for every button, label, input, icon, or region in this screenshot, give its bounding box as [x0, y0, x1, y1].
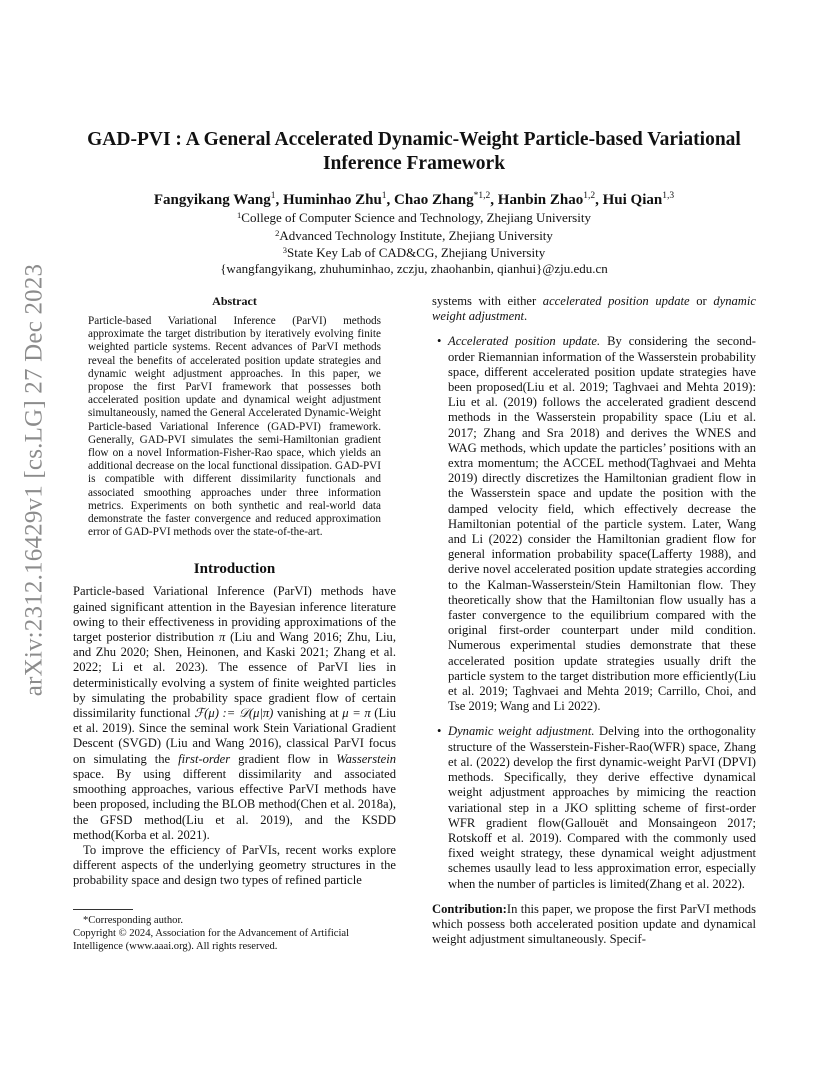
- bullet-icon: •: [437, 334, 442, 349]
- abstract-heading: Abstract: [212, 294, 257, 308]
- bullet-icon: •: [437, 724, 442, 739]
- footnotes: [73, 909, 396, 953]
- arxiv-watermark: [14, 263, 54, 697]
- arxiv-id: arXiv:2312.16429v1 [cs.LG] 27 Dec 2023: [20, 263, 48, 697]
- corresponding-author-note: *Corresponding author.: [83, 915, 184, 926]
- right-column: [432, 294, 756, 947]
- title-line-2: Inference Framework: [322, 153, 506, 174]
- author: Huminhao Zhu$^1$,: [282, 191, 395, 208]
- title-line-1: GAD-PVI : A General Accelerated Dynamic-Weight Particle-based Variational: [87, 129, 741, 150]
- affiliations: [70, 208, 758, 276]
- list-item: [432, 724, 756, 891]
- list-item-text: Dynamic weight adjustment. Delving into the orthogonality structure of the Wasserstein-Fisher-Rao(WFR) space, Zhang et al. (2022) develop the first dynamic-weight ParVI (DPVI) methods. Specifically, they derive effective dynamical weight adjustment approaches by mimicing the reaction variational step in a JKO splitting scheme of first-order WFR gradient flow(Gallouët and Monsaingeon 2017; Rotskoff et al. 2019). Compared with the commonly used fixed weight strategy, these dynamical weight adjustment schemes usaully lead to less approximation error, especially when the number of particles is limited(Zhang et al. 2022).: [448, 724, 756, 891]
- footnote-rule: [73, 909, 133, 910]
- author-list: [70, 186, 758, 210]
- copyright-notice: Copyright © 2024, Association for the Advancement of Artificial Intelligence (www.aaai.org). All rights reserved.: [73, 928, 350, 952]
- intro-paragraph-1: Particle-based Variational Inference (ParVI) methods have gained significant attention in the Bayesian inference literature owing to their effectiveness in providing approximations of the target posterior distribution π (Liu and Wang 2016; Zhu, Liu, and Zhu 2020; Shen, Heinonen, and Kaski 2021; Zhang et al. 2022; Li et al. 2023). The essence of ParVI lies in deterministically evolving a system of finite weighted particles by simulating the probability space gradient flow of certain dissimilarity functional ℱ(μ) := 𝒟(μ|π) vanishing at μ = π (Liu et al. 2019). Since the seminal work Stein Variational Gradient Descent (SVGD) (Liu and Wang 2016), classical ParVI focus on simulating the first-order gradient flow in Wasserstein space. By using different dissimilarity and associated smoothing approaches, various effective ParVI methods have been proposed, including the BLOB method(Chen et al. 2018a), the GFSD method(Liu et al. 2019), and the KSDD method(Korba et al. 2021).: [73, 584, 396, 842]
- author: Fangyikang Wang$^1$,: [153, 191, 283, 208]
- author: Chao Zhang$^{*1,2}$,: [394, 191, 498, 208]
- left-column: [73, 294, 396, 889]
- affiliation: $^3$State Key Lab of CAD&CG, Zhejiang University: [282, 245, 546, 260]
- list-item: [432, 334, 756, 714]
- affiliation: $^2$Advanced Technology Institute, Zhejiang University: [275, 227, 553, 243]
- list-item-text: Accelerated position update. By considering the second-order Riemannian information of the Wasserstein probability space, different accelerated position update strategies have been proposed(Liu et al. 2019; Taghvaei and Mehta 2019): Liu et al. (2019) follows the accelerated gradient descend methods in the Wasserstein propability space (Liu et al. 2017; Zhang and Sra 2018) and derives the WNES and WAG methods, which update the particles’ positions with an extra momentum; the ACCEL method(Taghvaei and Mehta 2019) directly discretizes the Hamiltonian gradient flow in the Wasserstein space and update the position with the damped velocity field, which effectively decrease the Hamiltonian potential of the particle system. Later, Wang and Li (2022) consider the Hamiltonian gradient flow for general information probability space(Lafferty 1988), and derive novel accelerated position update strategies according to the Kalman-Wasserstein/Stein Hamiltonian flow. They theoretically show that the Hamiltonian flow usually has a faster convergence to the equilibrium compared with the original first-order counterpart under mild condition. Numerous experimental studies demonstrate that these accelerated position update strategies usually drift the particle system to the target distribution more efficiently(Liu et al. 2019; Taghvaei and Mehta 2019; Carrillo, Choi, and Tse 2019; Wang and Li 2022).: [448, 334, 756, 714]
- right-paragraph-1: systems with either accelerated position update or dynamic weight adjustment.: [432, 294, 756, 324]
- intro-paragraph-2: To improve the efficiency of ParVIs, recent works explore different aspects of the underlying geometry structures in the probability space and design two types of refined particle: [73, 842, 396, 888]
- introduction-heading: Introduction: [193, 561, 276, 578]
- paper-title: [70, 128, 758, 176]
- author: Hui Qian$^{1,3}$: [602, 191, 675, 208]
- affiliation: $^1$College of Computer Science and Technology, Zhejiang University: [237, 210, 591, 225]
- approach-list: [432, 334, 756, 891]
- abstract-text: Particle-based Variational Inference (ParVI) methods approximate the target distribution by iteratively evolving finite weighted particle systems. Recent advances of ParVI methods reveal the benefits of accelerated position update strategies and dynamic weight adjustment approaches. In this paper, we propose the first ParVI framework that possesses both accelerated position update and dynamical weight adjustment simultaneously, named the General Accelerated Dynamic-Weight Particle-based Variational Inference (GAD-PVI) framework. Generally, GAD-PVI simulates the semi-Hamiltonian gradient flow on a novel Information-Fisher-Rao space, which yields an additional decrease on the local functional dissipation. GAD-PVI is compatible with different dissimilarity functionals and associated smoothing approaches under three information metrics. Experiments on both synthetic and real-world data demonstrate the faster convergence and reduced approximation error of GAD-PVI methods over the state-of-the-art.: [88, 315, 381, 539]
- author: Hanbin Zhao$^{1,2}$,: [497, 191, 603, 208]
- contribution-paragraph: Contribution:In this paper, we propose the first ParVI methods which possess both accelerated position update and dynamical weight adjustment simultaneously. Specif-: [432, 901, 756, 947]
- author-emails: {wangfangyikang, zhuhuminhao, zczju, zhaohanbin, qianhui}@zju.edu.cn: [220, 260, 608, 276]
